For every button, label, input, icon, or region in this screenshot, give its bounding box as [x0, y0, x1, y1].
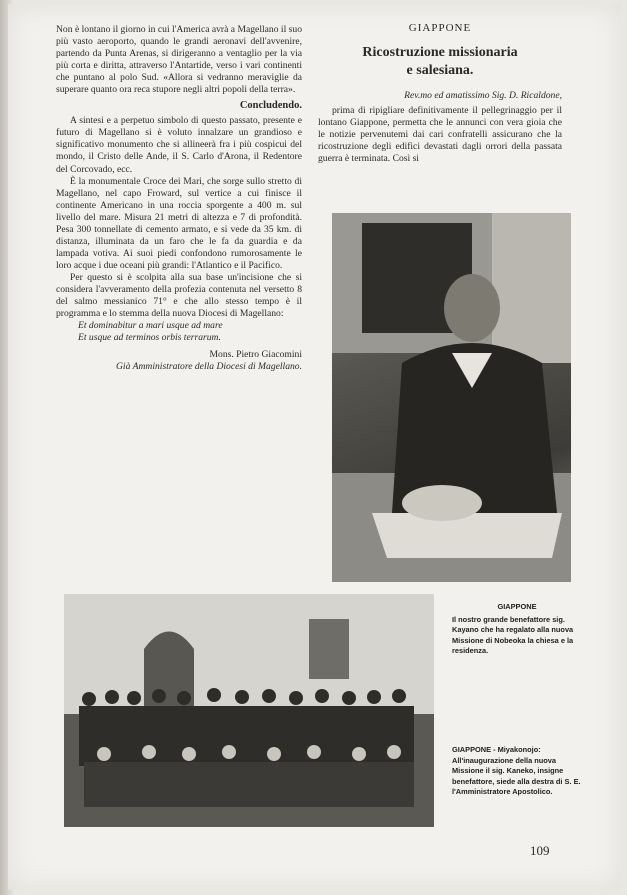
author-name: Mons. Pietro Giacomini [209, 349, 302, 361]
page-number: 109 [530, 843, 550, 858]
letter-paragraph: prima di ripigliare definitivamente il pellegrinaggio per il lontano Giappone, permetta che le annunci con vera gioia che le notizie pervenutemi dai cari confratelli assicurano che la ricostruzione degli edifici devastati dagli orrori della passata guerra è terminata. Così si [318, 105, 562, 165]
group-photo [64, 594, 434, 827]
left-column [56, 24, 302, 373]
photo-caption [452, 745, 582, 798]
title-line: Ricostruzione missionaria [362, 45, 518, 61]
photo-caption [452, 602, 582, 657]
caption-text: All'inaugurazione della nuova Missione il sig. Kaneko, insigne benefattore, siede alla destra di S. E. l'Amministratore Apostolico. [452, 755, 581, 796]
author-role: Già Amministratore della Diocesi di Magellano. [116, 361, 302, 373]
paragraph: Per questo si è scolpita alla sua base un'incisione che si considera l'avveramento della profezia contenuta nel versetto 8 del salmo messianico 71° e che allo stesso tempo è il programma e lo stemma della nuova Diocesi di Magellano: [56, 271, 302, 320]
section-heading: Concludendo. [239, 100, 302, 112]
latin-inscription-line: Et usque ad terminos orbis terrarum. [78, 332, 221, 344]
caption-text: Il nostro grande benefattore sig. Kayano che ha regalato alla nuova Missione di Nobeoka la chiesa e la residenza. [452, 614, 574, 655]
salutation: Rev.mo ed amatissimo Sig. D. Ricaldone, [404, 90, 562, 102]
article-title [318, 44, 562, 80]
intro-paragraph: Non è lontano il giorno in cui l'America avrà a Magellano il suo più vasto aeroporto, quando le grandi aeronavi dell'avvenire, partendo da Punta Arenas, si dirigeranno a ventaglio per la via più corta e diritta, attraverso l'Antartide, verso i vari continenti che puntano al polo Sud. «Allora si vedranno meraviglie da superare quanto ora reca stupore negli altri popoli della terra». [56, 24, 302, 96]
latin-inscription-line: Et dominabitur a mari usque ad mare [78, 320, 223, 332]
title-line: e salesiana. [406, 63, 474, 79]
caption-heading: GIAPPONE [497, 602, 537, 611]
paragraph: A sintesi e a perpetuo simbolo di questo passato, presente e futuro di Magellano si è voluto innalzare un grandioso e significativo monumento che si allineerà fra i più cospicui del mondo, il Cristo delle Ande, il S. Carlo d'Arona, il Redentore del Corcovado, ecc. [56, 115, 302, 175]
portrait-photo [332, 213, 571, 582]
right-column [318, 22, 562, 165]
section-label: GIAPPONE [408, 22, 472, 34]
caption-heading: GIAPPONE - Miyakonojo: [452, 745, 541, 754]
paragraph: È la monumentale Croce dei Mari, che sorge sullo stretto di Magellano, nel capo Froward, sul vertice a cui finisce il continente Americano in una roccia sporgente a 400 m. sul livello del mare. Misura 21 metri di altezza e 7 di profondità. Pesa 300 tonnellate di cemento armato, e si vede da 35 km. di distanza, illuminata da un faro che le fa da guardia e da lampada votiva. Ai suoi piedi confondono rumorosamente le loro acque i due oceani più grandi: l'Atlantico e il Pacifico. [56, 175, 302, 271]
